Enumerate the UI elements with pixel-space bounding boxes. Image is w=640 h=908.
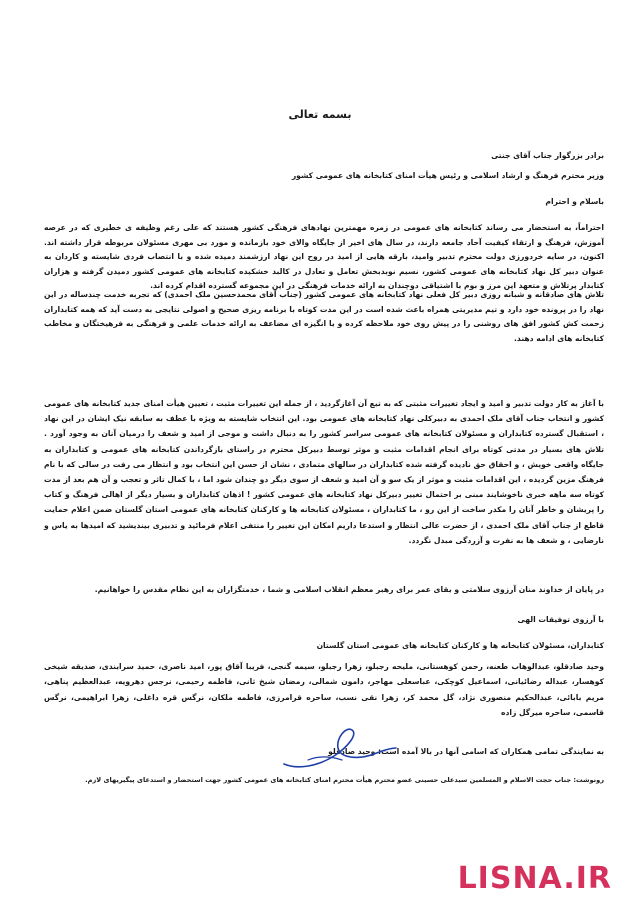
watermark-logo: LISNA.IR — [457, 861, 612, 896]
letter-heading: بسمه تعالی — [288, 108, 352, 121]
copy-note: رونوشت: جناب حجت الاسلام و المسلمین سیدعلی حسینی عضو محترم هیأت محترم امنای کتابخانه های عمومی کشور جهت استحضار و استدعای پیگیریهای لازم. — [85, 776, 604, 784]
closing-line: با آرزوی توفیقات الهی — [517, 615, 604, 624]
addressee-line-1: برادر بزرگوار جناب آقای جنتی — [491, 151, 604, 160]
paragraph-2: تلاش های صادقانه و شبانه روزی دبیر کل فعلی نهاد کتابخانه های عمومی کشور (جناب آقای محمدحسین ملک احمدی) که تجربه خدمت چندساله در این نهاد را در پرونده خود دارد و تیم مدیریتی همراه باعث شده است در این مدت کوتاه با برنامه ریزی صحیح و اصولی نتایجی به دست آید که همه کتابداران زحمت کش کشور افق های روشنی را در پیش روی خود ملاحظه کرده و با انگیزه ای مضاعف به ارائه خدمات علمی و فرهنگی به فرهیختگان و مخاطب کتابخانه های ادامه دهند. — [44, 290, 604, 343]
handwritten-signature — [278, 726, 398, 772]
paragraph-3: با آغاز به کار دولت تدبیر و امید و ایجاد تغییرات مثبتی که به تبع آن آغازگردید ، از جمله این تغییرات مثبت ، تعیین هیأت امنای جدید کتابخانه های عمومی کشور و انتخاب جناب آقای ملک احمدی به دبیرکلی نهاد کتابخانه های عمومی بود. این انتخاب شایسته به ویژه با عطف به سابقه نیک ایشان در این نهاد ، استقبال گسترده کتابداران و مسئولان کتابخانه های عمومی سراسر کشور را به دنبال داشت و موجی از امید و شعف را درمیان آنان به وجود آورد . تلاش های بسیار در مدتی کوتاه برای انجام اقدامات مثبت و موثر توسط دبیرکل محترم در راستای بازگرداندن کتابخانه های عمومی و کتابداران به جایگاه واقعی خویش ، و احقاق حق نادیده گرفته شده کتابداران در سالهای متمادی ، نشان از حسن این انتخاب بود و انتظار می رفت در سالی که با نام فرهنگ مزین گردیده ، این اقدامات مثبت و موثر از یک سو و آن امید و شعف از سوی دیگر دو چندان شود اما ، با کمال تاثر و تعجب و آن هم بعد از مدت کوتاه سه ماهه خبری ناخوشایند مبنی بر احتمال تغییر دبیرکل نهاد کتابخانه های عمومی کشور ! اذهان کتابداران و بسیار دیگر از اهالی فرهنگ و کتاب را پریشان و خاطر آنان را مکدر ساخت از این رو ، ما کتابداران ، مسئولان کتابخانه ها و کارکنان کتابخانه های عمومی استان گلستان ضمن اعلام حمایت قاطع از جناب آقای ملک احمدی ، از حضرت عالی انتظار و استدعا داریم امکان این تغییر را منتفی اعلام فرمائید و تدبیری بیندیشید که امیدها به یاس و نارضایی ، و شعف ها به نفرت و آزردگی مبدل نگردد. — [44, 399, 604, 545]
signers-intro: کتابداران، مسئولان کتابخانه ها و کارکنان کتابخانه های عمومی استان گلستان — [316, 641, 604, 650]
paragraph-4: در پایان از خداوند منان آرزوی سلامتی و بقای عمر برای رهبر معظم انقلاب اسلامی و شما ، خدمتگزاران به این نظام مقدس را خواهانیم. — [94, 585, 604, 594]
salutation: باسلام و احترام — [545, 197, 604, 206]
representative-line: به نمایندگی تمامی همکاران که اسامی آنها در بالا آمده است: وحید صادقلو — [328, 747, 604, 756]
signers-names: وحید صادقلو، عبدالوهاب طعنه، رحمن کوهستانی، مليحه رجبلو، زهرا رجبلو، سیمه گنجی، فریبا آقاق پور، امید ناصری، حمید سرابندی، صدیقه شیخی کوهسار، عبداله رضائیانی، اسماعیل کوچکی، عباسعلی مهاجر، دامون شمالی، رمضان شیخ ثانی، فاطمه رحیمی، نرجس دهرویه، عبدالعظیم پناهی، مریم بابائی، عبدالحکیم منصوری نژاد، گل محمد کر، زهرا نقی نسب، ساحره قرامرزی، فاطمه ملکان، نرگس قره داغلی، زهرا ابراهیمی، نرگس قاسمی، ساحره میرگل زاده — [44, 662, 604, 718]
paragraph-1: احتراماً، به استحضار می رساند کتابخانه های عمومی در زمره مهمترین نهادهای فرهنگی کشور هستند که علی رغم وظیفه ی خطیری که در عرصه آموزش، فرهنگ و ارتقاء کیفیت آحاد جامعه دارند، در سال های اخیر از جایگاه والای خود بازمانده و مورد بی مهری مسئولان مربوطه قرار داشته اند. اکنون، در سایه خردورزی دولت محترم تدبیر وامید، بارقه هایی از امید در روح این نهاد ارزشمند دمیده شده و با انتصاب فردی شایسته و کاردان به عنوان دبیر کل نهاد کتابخانه های عمومی کشور، نسیم نوبدبخش تعامل و تعادل در کالبد خشکیده کتابخانه های عمومی کشور دمیدن گرفته و هزاران کتابدار پرتلاش و متعهد این مرز و بوم با اشتیاقی دوچندان به ارائه خدمات فرهنگی در این مجموعه گسترده اقدام کرده اند. — [44, 223, 604, 291]
addressee-line-2: وزیر محترم فرهنگ و ارشاد اسلامی و رئیس هیأت امنای کتابخانه های عمومی کشور — [291, 171, 604, 180]
